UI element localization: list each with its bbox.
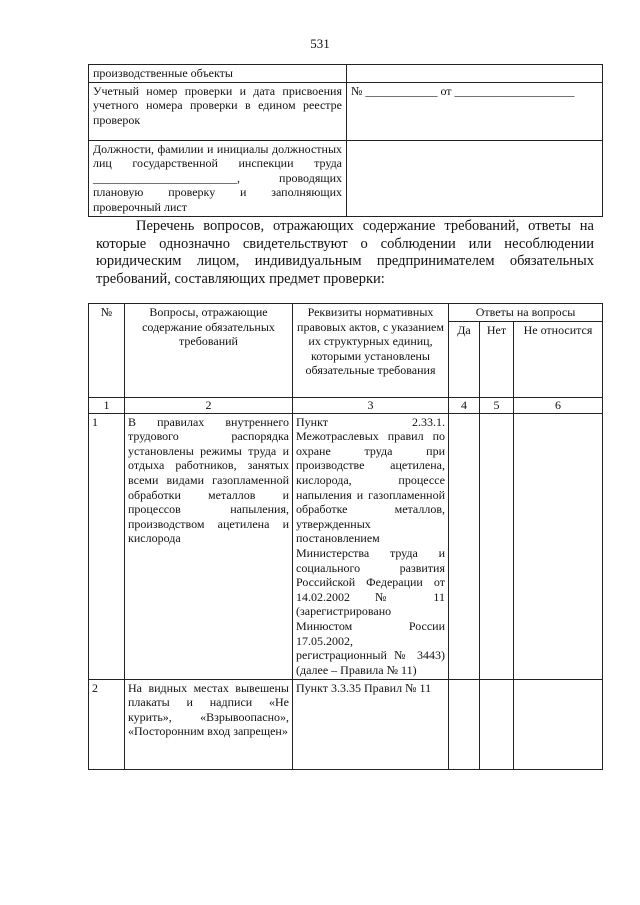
table-row	[89, 679, 603, 769]
table-row	[89, 413, 603, 679]
answer-na-cell[interactable]	[514, 413, 603, 679]
info-label: Учетный номер проверки и дата присвоения учетного номера проверки в едином реестре проверок	[89, 82, 347, 140]
heading-text: Перечень вопросов, отражающих содержание требований, ответы на которые однозначно свидетельствуют о соблюдении или несоблюдении юридическим лицом, индивидуальным предпринимателем обязательных требований, составляющих предмет проверки:	[96, 218, 594, 287]
header-na: Не относится	[514, 321, 603, 397]
header-requisites: Реквизиты нормативных правовых актов, с указанием их структурных единиц, которыми установлены обязательные требования	[293, 304, 449, 398]
row-number: 2	[89, 679, 125, 769]
info-row	[89, 65, 603, 83]
info-label: производственные объекты	[89, 65, 347, 83]
row-number: 1	[89, 413, 125, 679]
header-yes: Да	[449, 321, 480, 397]
column-number: 1	[89, 397, 125, 413]
page-number: 531	[310, 36, 330, 51]
checklist-table	[88, 303, 603, 770]
info-row	[89, 82, 603, 140]
info-value	[347, 65, 603, 83]
info-value	[347, 140, 603, 216]
row-requisites: Пункт 3.3.35 Правил № 11	[293, 679, 449, 769]
column-number: 5	[480, 397, 514, 413]
answer-na-cell[interactable]	[514, 679, 603, 769]
row-question: В правилах внутреннего трудового распорядка установлены режимы труда и отдыха работников, занятых всеми видами газопламенной обработки металлов и процессов напыления, производством ацетилена и кислорода	[125, 413, 293, 679]
info-value: № ____________ от ____________________	[347, 82, 603, 140]
info-row	[89, 140, 603, 216]
row-question: На видных местах вывешены плакаты и надписи «Не курить», «Взрывоопасно», «Посторонним вход запрещен»	[125, 679, 293, 769]
column-number: 4	[449, 397, 480, 413]
column-number: 2	[125, 397, 293, 413]
answer-no-cell[interactable]	[480, 413, 514, 679]
info-label: Должности, фамилии и инициалы должностных лиц государственной инспекции труда ________________________, проводящих плановую проверку и заполняющих проверочный лист	[89, 140, 347, 216]
header-question: Вопросы, отражающие содержание обязательных требований	[125, 304, 293, 398]
column-number: 3	[293, 397, 449, 413]
header-no: Нет	[480, 321, 514, 397]
header-answers: Ответы на вопросы	[449, 304, 603, 322]
column-number: 6	[514, 397, 603, 413]
header-row	[89, 304, 603, 322]
column-number-row	[89, 397, 603, 413]
row-requisites: Пункт 2.33.1. Межотраслевых правил по охране труда при производстве ацетилена, кислорода, процессе напыления и газопламенной обработке металлов, утвержденных постановлением Министерства труда и социального развития Российской Федерации от 14.02.2002 № 11 (зарегистрировано Минюстом России 17.05.2002, регистрационный № 3443) (далее – Правила № 11)	[293, 413, 449, 679]
answer-yes-cell[interactable]	[449, 679, 480, 769]
answer-yes-cell[interactable]	[449, 413, 480, 679]
answer-no-cell[interactable]	[480, 679, 514, 769]
inspection-info-table	[88, 64, 603, 217]
header-num: №	[89, 304, 125, 398]
checklist-heading	[96, 218, 594, 288]
